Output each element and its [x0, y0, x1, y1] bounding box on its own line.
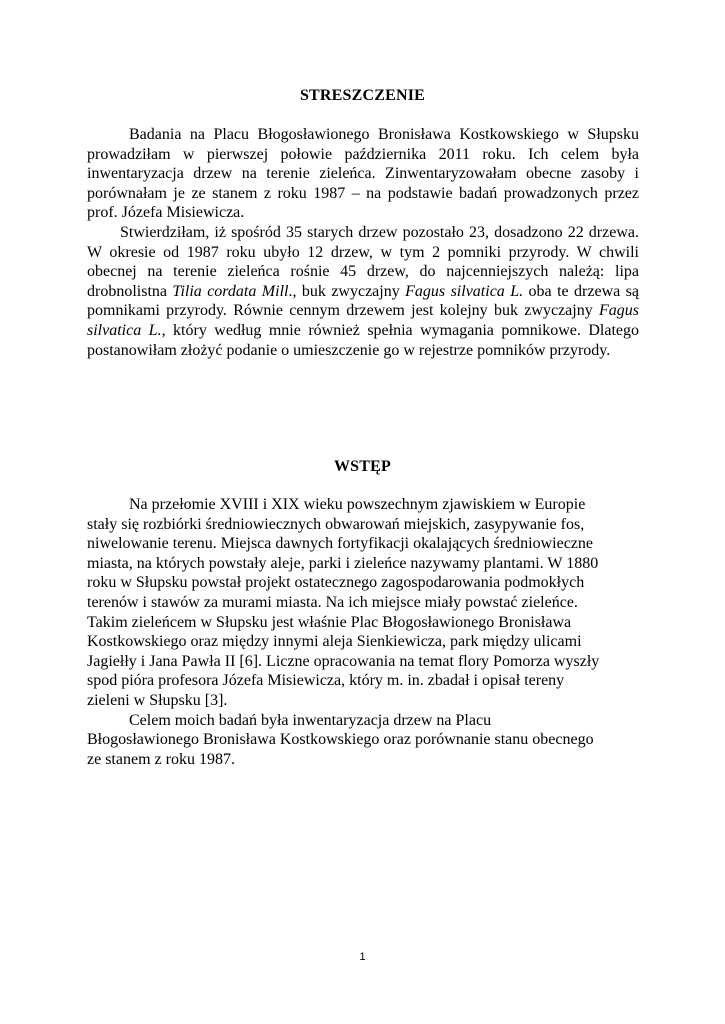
intro-line: ze stanem z roku 1987. [87, 750, 235, 768]
intro-line: Kostkowskiego oraz między innymi aleja Sienkiewicza, park między ulicami [87, 633, 582, 651]
intro-line: niwelowanie terenu. Miejsca dawnych fortyfikacji okalających średniowieczne [87, 535, 594, 553]
intro-line: Celem moich badań była inwentaryzacja drzew na Placu [129, 711, 492, 729]
intro-line: spod pióra profesora Józefa Misiewicza, który m. in. zbadał i opisał tereny [87, 672, 565, 690]
intro-line: Na przełomie XVIII i XIX wieku powszechnym zjawiskiem w Europie [129, 496, 586, 513]
intro-line: stały się rozbiórki średniowiecznych obwarowań miejskich, zasypywanie fos, [87, 515, 585, 533]
summary-heading: STRESZCZENIE [299, 87, 426, 104]
summary-p2-text-3: oba te drzewa są pomnikami przyrody. Równie cennym drzewem jest kolejny buk zwyczajny [87, 282, 639, 320]
summary-p2-text-2: ., buk zwyczajny [288, 282, 406, 300]
summary-paragraph-2 [87, 223, 639, 360]
intro-line: miasta, na których powstały aleje, parki i zieleńce nazywamy plantami. W 1880 [87, 554, 599, 572]
summary-p2-text-4: , który według mnie również spełnia wymagania pomnikowe. Dlatego postanowiłam złożyć podanie o umieszczenie go w rejestrze pomników przyrody. [87, 321, 639, 359]
species-name-tilia: Tilia cordata Mill [172, 282, 289, 300]
intro-heading: WSTĘP [333, 458, 391, 475]
intro-line: terenów i stawów za murami miasta. Na ich miejsce miały powstać zieleńce. [87, 593, 578, 611]
intro-line: Błogosławionego Bronisława Kostkowskiego oraz porównanie stanu obecnego [87, 731, 594, 749]
intro-paragraph-1 [87, 495, 639, 711]
summary-p2-text-1: Stwierdziłam, iż spośród 35 starych drzew pozostało 23, dosadzono 22 drzewa. W okresie od 1987 roku ubyło 12 drzew, w tym 2 pomniki przyrody. W chwili obecnej na terenie zieleńca rośnie 45 drzew, do najcenniejszych należą: lipa drobnolistna [87, 223, 639, 300]
species-name-fagus-1: Fagus silvatica L. [405, 282, 524, 300]
intro-line: zieleni w Słupsku [3]. [87, 691, 228, 709]
page-number: 1 [359, 951, 366, 963]
intro-paragraph-2 [87, 711, 639, 770]
intro-line: Takim zieleńcem w Słupsku jest właśnie Plac Błogosławionego Bronisława [87, 613, 572, 631]
summary-section [87, 125, 639, 360]
species-name-fagus-2: Fagus silvatica L. [87, 302, 639, 339]
summary-paragraph-1: Badania na Placu Błogosławionego Bronisława Kostkowskiego w Słupsku prowadziłam w pierwszej połowie października 2011 roku. Ich celem była inwentaryzacja drzew na terenie zieleńca. Zinwentaryzowałam obecne zasoby i porównałam je ze stanem z roku 1987 – na podstawie badań prowadzonych przez prof. Józefa Misiewicza. [87, 126, 639, 222]
intro-line: Jagiełły i Jana Pawła II [6]. Liczne opracowania na temat flory Pomorza wyszły [87, 652, 600, 670]
intro-section [87, 495, 639, 769]
intro-line: roku w Słupsku powstał projekt ostatecznego zagospodarowania podmokłych [87, 574, 585, 592]
